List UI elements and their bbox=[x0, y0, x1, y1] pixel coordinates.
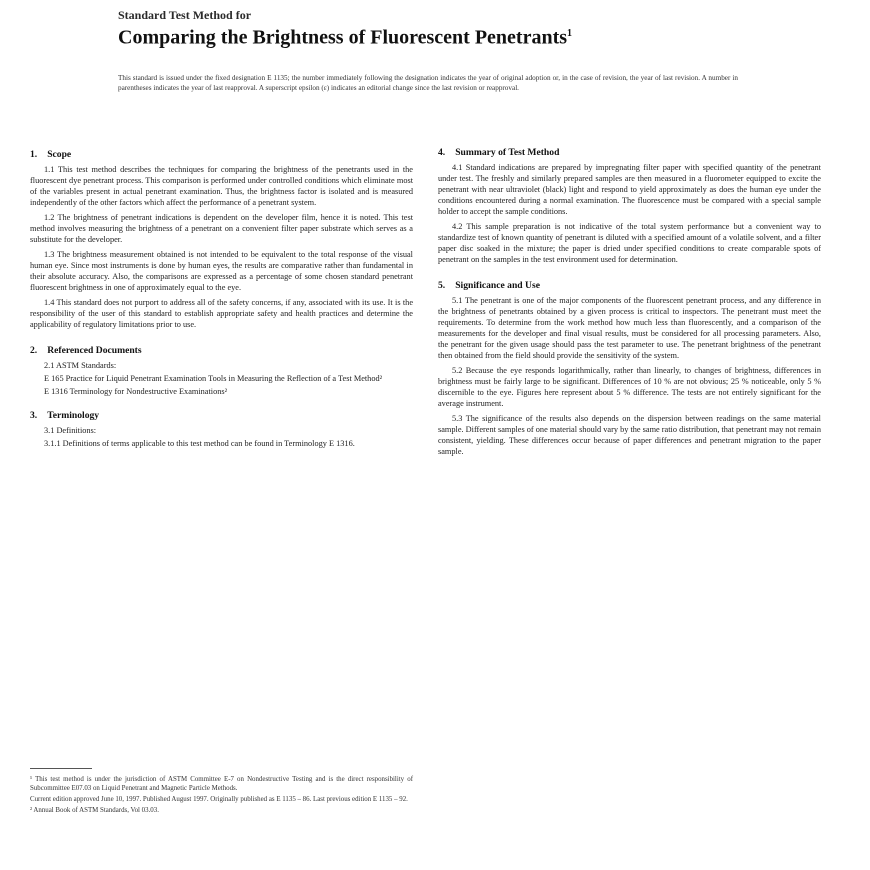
section-heading-summary bbox=[438, 146, 821, 159]
title-footnote-mark: 1 bbox=[567, 28, 573, 39]
section-heading-terminology bbox=[30, 409, 413, 422]
section-title: Terminology bbox=[47, 410, 100, 421]
right-column bbox=[438, 146, 821, 461]
section-title: Significance and Use bbox=[455, 280, 540, 291]
scope-paragraph: 1.1 This test method describes the techniques for comparing the brightness of the penetrants used in the fluorescent dye penetrant process. This comparison is performed under controlled conditions which eliminate most of the variables present in actual penetrant examination. Thus, the brightness factor is isolated and is measured independently of the other factors which affect the performance of a penetrant system. bbox=[30, 165, 413, 207]
scope-paragraph: 1.2 The brightness of penetrant indications is dependent on the developer film, hence it is noted. This test method involves measuring the brightness of a penetrant on a convenient filter paper substrate which serves as a substitute for the developer. bbox=[30, 213, 413, 244]
document-title bbox=[118, 22, 758, 50]
summary-paragraph: 4.2 This sample preparation is not indicative of the total system performance but a convenient way to standardize test of known quantity of penetrant is diluted with a specified amount of a volatile solvent, and a filter paper disc soaked in the mixture; the paper is dried under specified conditions to create comparable spots of penetrant on the samples in the test environment used for determination. bbox=[438, 222, 821, 264]
significance-paragraph: 5.2 Because the eye responds logarithmically, rather than linearly, to changes of brightness, differences in brightness must be fairly large to be significant. Differences of 10 % are not obvious; 25 % noticeable, only 5 % discernible to the eye. Figures here represent about 5 % difference. The tests are not entirely significant for the average instrument. bbox=[438, 366, 821, 408]
document-header bbox=[118, 8, 758, 50]
section-heading-referenced-documents bbox=[30, 344, 413, 357]
reference-item: 2.1 ASTM Standards: bbox=[44, 361, 117, 370]
significance-paragraph: 5.1 The penetrant is one of the major components of the fluorescent penetrant process, and any difference in the brightness of penetrants obtained by a given process is critical to inspectors. The penetrant must meet the requirements. To determine from the work method how much less than fluorescently, and a comparison of the measurements for the developer and final visual results, must be considered for all processing parameters. Also, the penetrant for the given usage should pass the test parameter to use. The penetrant brightness of the penetrant then obtained from the field should provide the sensitivity of the system. bbox=[438, 296, 821, 360]
section-title: Scope bbox=[47, 149, 72, 160]
section-number: 5. bbox=[438, 280, 446, 291]
footnote: Current edition approved June 10, 1997. Published August 1997. Originally published as E 1135 – 86. Last previous edition E 1135 – 92. bbox=[30, 795, 408, 803]
terminology-item: 3.1 Definitions: bbox=[44, 426, 97, 435]
footnotes bbox=[30, 776, 413, 818]
reference-item: E 1316 Terminology for Nondestructive Examinations² bbox=[44, 387, 228, 396]
left-column bbox=[30, 148, 413, 451]
scope-paragraph: 1.3 The brightness measurement obtained is not intended to be equivalent to the total response of the visual human eye. Since most instruments is done by human eyes, the results are comparative rather than fundamental in their absolute accuracy. Also, the comparisons are expressed as a percentage of some chosen standard penetrant fluorescent brightness in one of approximately equal to the eye. bbox=[30, 250, 413, 292]
section-heading-significance bbox=[438, 279, 821, 292]
section-number: 1. bbox=[30, 149, 38, 160]
section-title: Summary of Test Method bbox=[455, 147, 560, 158]
section-number: 4. bbox=[438, 147, 446, 158]
standard-pretitle: Standard Test Method for bbox=[118, 8, 252, 22]
footnote: ² Annual Book of ASTM Standards, Vol 03.03. bbox=[30, 806, 159, 814]
footnote: ¹ This test method is under the jurisdiction of ASTM Committee E-7 on Nondestructive Testing and is the direct responsibility of Subcommittee E07.03 on Liquid Penetrant and Magnetic Particle Methods. bbox=[30, 776, 413, 792]
reference-item: E 165 Practice for Liquid Penetrant Examination Tools in Measuring the Reflection of a Test Method² bbox=[44, 374, 383, 383]
footnote-divider bbox=[30, 768, 92, 769]
section-heading-scope bbox=[30, 148, 413, 161]
terminology-item: 3.1.1 Definitions of terms applicable to this test method can be found in Terminology E 1316. bbox=[44, 439, 355, 448]
summary-paragraph: 4.1 Standard indications are prepared by impregnating filter paper with specified quantity of the penetrant under test. The freshly and similarly prepared samples are then measured in a fluorometer equipped to excite the penetrant with near ultraviolet (black) light and respond to yield approximately as does the human eye under the conditions encountered during a normal examination. The fluorescence must be compared with a special sample holder to accept the sample conditions. bbox=[438, 163, 821, 216]
section-title: Referenced Documents bbox=[47, 345, 142, 356]
designation-note: This standard is issued under the fixed designation E 1135; the number immediately following the designation indicates the year of original adoption or, in the case of revision, the year of last revision. A number in parentheses indicates the year of last reapproval. A superscript epsilon (ε) indicates an editorial change since the last revision or reapproval. bbox=[118, 74, 738, 92]
scope-paragraph: 1.4 This standard does not purport to address all of the safety concerns, if any, associated with its use. It is the responsibility of the user of this standard to establish appropriate safety and health practices and determine the applicability of regulatory limitations prior to use. bbox=[30, 298, 413, 329]
document-title-text: Comparing the Brightness of Fluorescent Penetrants bbox=[118, 26, 568, 49]
section-number: 3. bbox=[30, 410, 38, 421]
section-number: 2. bbox=[30, 345, 38, 356]
significance-paragraph: 5.3 The significance of the results also depends on the dispersion between readings on the same material sample. Different samples of one material should vary by the same ratio distribution, that penetrant may not remain consistent, yielding. These differences occur because of paper differences and penetrant migration to the paper sample. bbox=[438, 414, 822, 456]
